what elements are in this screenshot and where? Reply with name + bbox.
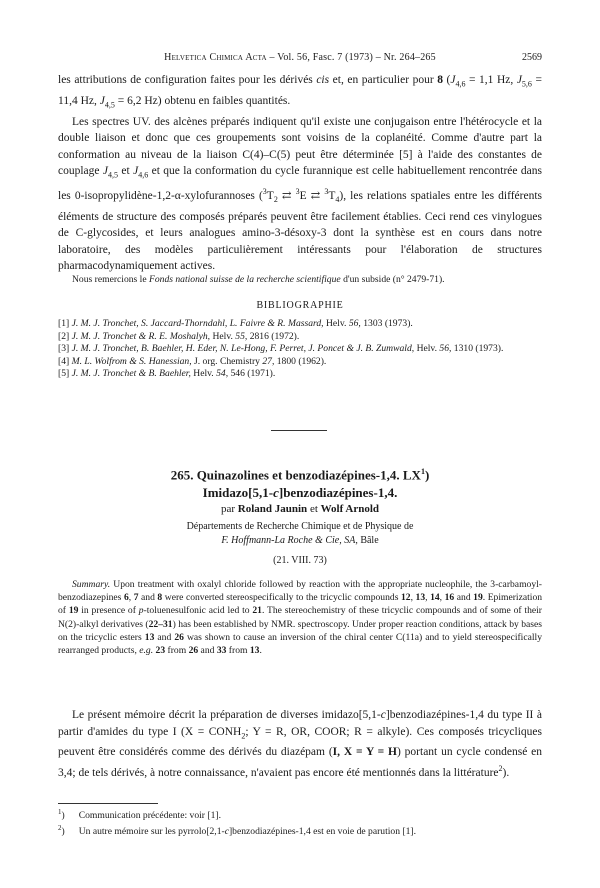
affiliation [58, 520, 542, 547]
coupling-symbol: J [99, 94, 105, 107]
ref-authors: J. M. J. Tronchet, B. Baehler, H. Eder, N. Le-Hong, F. Perret, J. Poncet & J. B. Zumwald, [71, 343, 415, 355]
text-italic: p [138, 605, 144, 617]
ref-pages: 1310 (1973). [451, 343, 504, 355]
coupling-symbol: J [450, 74, 456, 86]
compound-number: 23 [155, 645, 166, 657]
ref-pages: 546 (1971). [228, 368, 276, 380]
text-run: Bâle [357, 534, 379, 546]
compound-number: 8 [157, 592, 163, 604]
text-italic: cis [316, 74, 330, 86]
text-run: , [128, 592, 134, 604]
compound-number: 22–31 [148, 618, 173, 630]
author-name: Roland Jaunin [237, 503, 308, 515]
text-italic: e.g. [139, 645, 154, 657]
text-run: ) [502, 766, 507, 779]
affiliation-line-1: Départements de Recherche Chimique et de Physique de [186, 521, 414, 532]
text-run: Le présent mémoire décrit la préparation de diverses imidazo[5,1- [72, 709, 381, 721]
ref-number: [4] [58, 355, 72, 367]
fund-name: Fonds national suisse de la recherche scientifique [149, 274, 341, 285]
ref-authors: M. L. Wolfrom & S. Hanessian, [71, 355, 192, 367]
text-run: = 1,1 Hz, [465, 74, 517, 86]
text-run: and [198, 645, 217, 657]
ref-journal: Helv. [210, 330, 236, 342]
journal-page [58, 0, 542, 888]
text-run: ; Y = R, OR, COOR; R = alkyle). Ces composés tricycliques peuvent être considérés comme des dérivés du diazépam ( [58, 725, 542, 759]
ref-number: [5] [58, 368, 72, 380]
text-run: ( [442, 74, 451, 86]
subscript: 2 [273, 195, 278, 205]
compound-number: 16 [444, 592, 455, 604]
reference-item [58, 356, 542, 369]
superscript: 3 [262, 186, 267, 196]
coupling-symbol: J [102, 165, 109, 178]
footnote-text: Communication précédente: voir [1]. [78, 810, 221, 822]
journal-details: – Vol. 56, Fasc. 7 (1973) – Nr. 264–265 [266, 52, 436, 63]
text-bold: I, X = Y = H [332, 746, 397, 759]
footnote-mark: 1 [58, 808, 62, 816]
subscript: 4,6 [455, 79, 466, 89]
text-run: E [299, 189, 307, 202]
ref-number: [3] [58, 343, 72, 355]
text-run: et [118, 165, 134, 178]
acknowledgment [58, 273, 542, 286]
footnotes [58, 806, 542, 838]
reference-item [58, 368, 542, 381]
equilibrium-arrow: ⇄ [277, 189, 296, 202]
compound-number: 13 [144, 631, 155, 643]
text-run: Nous remercions le [72, 274, 149, 285]
ref-pages: 1800 (1962). [274, 355, 327, 367]
compound-number: 13 [249, 645, 260, 657]
coupling-symbol: J [516, 74, 522, 86]
superscript: 3 [295, 186, 300, 196]
text-run: ) [61, 826, 65, 838]
text-run: . [506, 766, 510, 779]
reference-item [58, 318, 542, 331]
compound-number: 19 [68, 605, 79, 617]
footnote-item [58, 806, 542, 822]
paragraph-configuration [58, 72, 542, 114]
text-run: in presence of [78, 605, 139, 617]
compound-number: 21 [252, 605, 262, 617]
reference-item [58, 331, 542, 344]
compound-number: 12 [400, 592, 411, 604]
subscript: 2 [241, 730, 246, 740]
header-journal-line [58, 51, 542, 65]
superscript: 3 [324, 186, 329, 196]
text-run: Les spectres UV. des alcènes préparés indiquent qu'il existe une conjugaison entre l'hétérocycle et la double liaison et donc que ces groupements sont voisins de la coplanéité. Comme d'autre part la conformation au niveau de la liaison C(4)–C(5) peut être déterminée [5] à l'aide des constantes de couplage [58, 115, 542, 178]
section-divider [271, 430, 327, 431]
text-run: et que la conformation du cycle furannique est celle habituellement rencontrée dans les 0-isopropylidène-1,2-α-xylofurannoses ( [58, 165, 542, 202]
text-run: and [154, 631, 175, 643]
text-run: d'un subside (n° 2479-71). [340, 274, 445, 285]
text-run: = 11,4 Hz, [58, 74, 542, 107]
text-run: were converted stereospecifically to the tricyclic compounds [162, 592, 401, 604]
compound-number: 14 [430, 592, 440, 604]
text-run: = 6,2 Hz) obtenu en faibles quantités. [114, 94, 291, 107]
text-run: par [220, 503, 238, 515]
ref-journal: Helv. [414, 343, 440, 355]
summary-abstract [58, 578, 542, 657]
text-run: from [226, 645, 250, 657]
company-name: F. Hoffmann-La Roche & Cie, SA, [221, 534, 358, 546]
compound-number: 8 [437, 74, 443, 86]
ref-volume: 55, [235, 330, 248, 342]
journal-name: Helvetica Chimica Acta [164, 52, 267, 63]
text-run: Upon treatment with oxalyl chloride followed by reaction with the appropriate nucleophile, the 3-carbamoyl-benzodiazepines [58, 579, 542, 604]
footnote-text: Un autre mémoire sur les pyrrolo[2,1- [78, 826, 225, 838]
ref-number: [1] [58, 318, 72, 329]
running-header [58, 51, 542, 65]
text-run: ), les relations spatiales entre les différents éléments de structure des composés préparés peuvent être facilement établies. Ceci rend ces vinylogues de C-glycosides, et leurs analogues amino-3-désoxy-3 dont la synthèse est en cours dans notre laboratoire, des modèles particulièrement intéressants pour l'élaboration de structures pharmacodynamiquement actives. [58, 189, 543, 273]
text-run: ) has been established by NMR. spectroscopy. Under proper reaction conditions, attack by bases on the tricyclic esters [58, 618, 542, 643]
summary-label: Summary. [72, 579, 111, 590]
text-run: from [165, 645, 189, 657]
paragraph-uv-spectra [58, 114, 542, 275]
body-text [58, 72, 542, 275]
text-run: -toluenesulfonic acid led to [143, 605, 253, 617]
compound-number: 7 [133, 592, 139, 604]
ref-authors: J. M. J. Tronchet & R. E. Moshalyh, [71, 330, 211, 342]
text-run: ]benzodiazépines-1,4. [278, 485, 398, 501]
intro-paragraph [58, 707, 542, 781]
ref-volume: 56, [439, 343, 452, 355]
compound-number: 26 [174, 631, 184, 643]
footnote-item [58, 822, 542, 838]
text-run: et [307, 503, 321, 515]
footnote-mark: 2 [58, 824, 62, 833]
text-run: et, en particulier pour [329, 74, 438, 86]
text-run: and [138, 592, 158, 604]
received-date: (21. VIII. 73) [273, 555, 327, 566]
text-run: was shown to cause an inversion of the chiral center C(11a) and to yield stereospecifically rearranged products, [58, 631, 542, 657]
author-name: Wolf Arnold [320, 503, 380, 515]
page-number: 2569 [522, 52, 542, 63]
affiliation-line-2 [58, 534, 542, 548]
text-run: . Epimerization of [58, 592, 543, 617]
footnote-mark: 2 [498, 763, 503, 773]
text-run: 265. Quinazolines et benzodiazépines-1,4. LX [170, 467, 421, 483]
footnote-mark: 1 [420, 467, 425, 476]
subscript: 4 [335, 195, 340, 205]
ref-volume: 54, [216, 368, 229, 380]
subscript: 4,5 [104, 100, 115, 110]
subscript: 4,6 [138, 170, 149, 180]
ref-journal: Helv. [190, 368, 217, 380]
text-run: Imidazo[5,1- [202, 485, 274, 501]
coupling-symbol: J [133, 165, 139, 178]
bibliography-title: BIBLIOGRAPHIE [256, 300, 344, 311]
subscript: 4,5 [108, 170, 119, 180]
text-run: , [410, 592, 416, 604]
subscript: 5,6 [521, 79, 532, 89]
ref-authors: J. M. J. Tronchet, S. Jaccard-Thorndahl, L. Faivre & R. Massard, [71, 318, 324, 329]
text-run: ) portant un cycle condensé en 3,4; de tels dérivés, à notre connaissance, n'avaient pas encore été mentionnés dans la littérature [58, 746, 542, 779]
text-run: ]benzodiazépines-1,4 du type II à partir d'amides du type I (X = CONH [58, 709, 542, 738]
text-run: ) [424, 467, 430, 483]
text-run: les attributions de configuration faites pour les dérivés [58, 74, 317, 86]
ref-pages: 2816 (1972). [247, 330, 300, 342]
text-run: T [328, 189, 336, 202]
article-title-line-1 [58, 463, 542, 484]
compound-number: 26 [188, 645, 199, 657]
equilibrium-arrow: ⇄ [306, 189, 325, 202]
ref-volume: 27, [262, 355, 275, 367]
compound-number: 33 [216, 645, 227, 657]
ref-journal: Helv. [323, 318, 349, 329]
article-title [58, 463, 542, 502]
text-run: , [425, 592, 431, 604]
compound-number: 13 [415, 592, 426, 604]
footnote-text: ]benzodiazépines-1,4 est en voie de parution [1]. [228, 826, 416, 838]
reference-list [58, 318, 542, 381]
ref-pages: 1303 (1973). [360, 318, 413, 329]
text-italic: c [273, 485, 279, 501]
text-run: . The stereochemistry of these tricyclic compounds and of some of their N(2)-alkyl derivatives ( [58, 605, 542, 630]
text-italic: c [224, 826, 229, 838]
reference-item [58, 343, 542, 356]
text-run: and [454, 592, 474, 604]
text-run: . [259, 645, 262, 657]
compound-number: 6 [123, 592, 129, 604]
text-run: T [266, 189, 274, 202]
ref-volume: 56, [348, 318, 361, 329]
ref-journal: J. org. Chemistry [191, 355, 263, 367]
article-title-line-2 [58, 484, 542, 502]
text-italic: c [380, 709, 386, 721]
footnote-divider [58, 803, 158, 804]
compound-number: 19 [473, 592, 483, 604]
ref-authors: J. M. J. Tronchet & B. Baehler, [71, 368, 191, 380]
ref-number: [2] [58, 330, 72, 342]
author-line [58, 503, 542, 515]
text-run: , [439, 592, 445, 604]
text-run: ) [61, 810, 65, 822]
